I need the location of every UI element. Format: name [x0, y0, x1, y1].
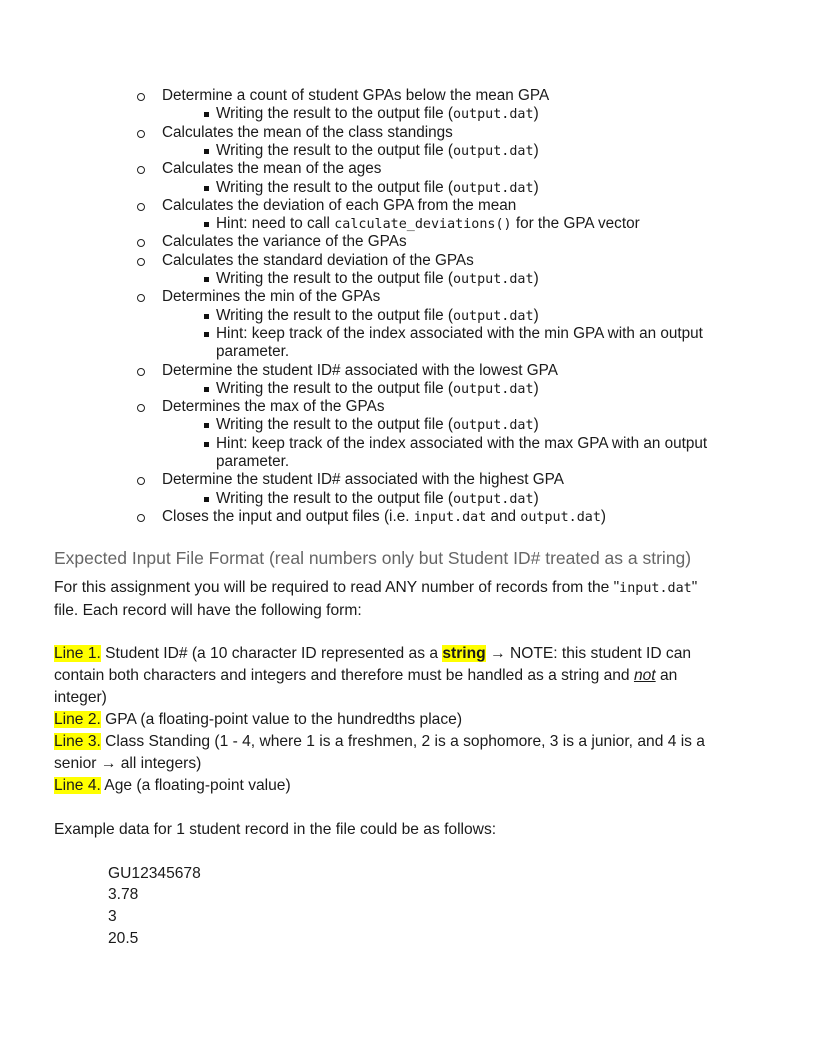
step-item: Determines the min of the GPAs — [162, 288, 381, 306]
section-heading: Expected Input File Format (real numbers only but Student ID# treated as a string) — [54, 548, 692, 568]
step-item: Determine the student ID# associated with the highest GPA — [162, 471, 564, 489]
square-bullet-icon — [204, 222, 209, 227]
circle-bullet-icon — [137, 258, 145, 266]
square-bullet-icon — [204, 149, 209, 154]
circle-bullet-icon — [137, 203, 145, 211]
circle-bullet-icon — [137, 239, 145, 247]
square-bullet-icon — [204, 186, 209, 191]
sub-step-continuation: parameter. — [216, 453, 290, 470]
step-item: Determine a count of student GPAs below the mean GPA — [162, 87, 550, 104]
step-item: Calculates the deviation of each GPA from the mean — [162, 196, 517, 214]
square-bullet-icon — [204, 423, 209, 428]
step-item: Calculates the standard deviation of the GPAs — [162, 251, 474, 269]
sub-step-item: Hint: keep track of the index associated with the max GPA with an output — [216, 434, 708, 452]
step-item: Calculates the variance of the GPAs — [162, 233, 407, 251]
example-age: 20.5 — [108, 930, 139, 947]
example-student-id: GU12345678 — [108, 865, 201, 882]
step-item: Determines the max of the GPAs — [162, 398, 385, 416]
sub-step-item: Writing the result to the output file (output.dat) — [216, 141, 539, 159]
circle-bullet-icon — [137, 514, 145, 522]
circle-bullet-icon — [137, 477, 145, 485]
circle-bullet-icon — [137, 166, 145, 174]
square-bullet-icon — [204, 112, 209, 117]
record-format — [54, 643, 754, 797]
circle-bullet-icon — [137, 294, 145, 302]
line-1-description: Line 1. Student ID# (a 10 character ID represented as a string → NOTE: this student ID can contain both characters and integers and therefore must be handled as a string and not an integer) — [54, 645, 692, 706]
step-item: Calculates the mean of the ages — [162, 160, 382, 178]
sub-step-item: Hint: keep track of the index associated with the min GPA with an output — [216, 324, 703, 342]
example-gpa: 3.78 — [108, 886, 139, 903]
example-class-standing: 3 — [108, 908, 117, 925]
square-bullet-icon — [204, 442, 209, 447]
sub-step-item: Writing the result to the output file (output.dat) — [216, 178, 539, 196]
step-item: Determine the student ID# associated with the lowest GPA — [162, 361, 558, 379]
example-intro: Example data for 1 student record in the file could be as follows: — [54, 821, 497, 838]
sub-step-item: Writing the result to the output file (output.dat) — [216, 270, 539, 287]
circle-bullet-icon — [137, 130, 145, 138]
sub-step-item: Writing the result to the output file (output.dat) — [216, 489, 539, 507]
square-bullet-icon — [204, 497, 209, 502]
step-item: Calculates the mean of the class standings — [162, 123, 453, 141]
sub-step-item: Hint: need to call calculate_deviations() for the GPA vector — [216, 215, 640, 233]
sub-step-item: Writing the result to the output file (output.dat) — [216, 379, 539, 397]
circle-bullet-icon — [137, 404, 145, 412]
circle-bullet-icon — [137, 93, 145, 101]
sub-step-item: Writing the result to the output file (output.dat) — [216, 416, 539, 434]
sub-step-continuation: parameter. — [216, 343, 290, 361]
square-bullet-icon — [204, 277, 209, 282]
square-bullet-icon — [204, 314, 209, 319]
square-bullet-icon — [204, 387, 209, 392]
line-4-description: Line 4. Age (a floating-point value) — [54, 777, 291, 794]
step-item: Closes the input and output files (i.e. input.dat and output.dat) — [162, 507, 607, 525]
line-2-description: Line 2. GPA (a floating-point value to the hundredths place) — [54, 711, 463, 728]
sub-step-item: Writing the result to the output file (output.dat) — [216, 306, 539, 324]
circle-bullet-icon — [137, 368, 145, 376]
sub-step-item: Writing the result to the output file (output.dat) — [216, 105, 539, 123]
intro-paragraph: For this assignment you will be required to read ANY number of records from the "input.dat" file. Each record will have the following form: — [54, 579, 698, 619]
line-3-description: Line 3. Class Standing (1 - 4, where 1 is a freshmen, 2 is a sophomore, 3 is a junior, and 4 is a senior → all integers) — [54, 733, 705, 772]
square-bullet-icon — [204, 332, 209, 337]
